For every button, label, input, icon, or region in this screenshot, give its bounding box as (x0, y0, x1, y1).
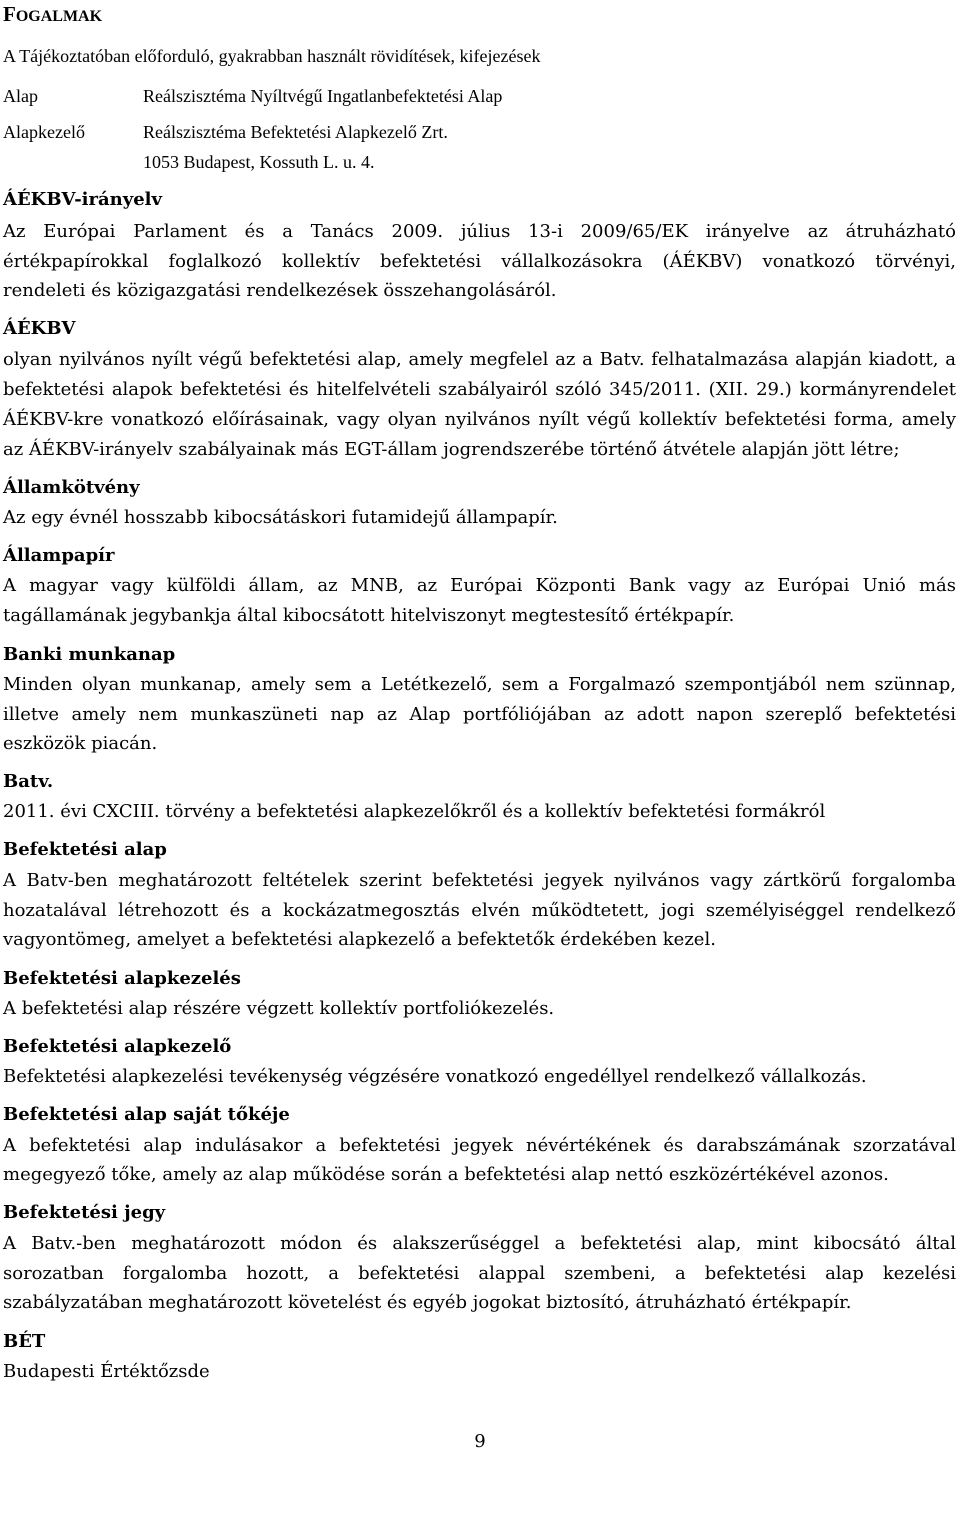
definition-line: 2011. évi CXCIII. törvény a befektetési alapkezelőkről és a kollektív befektetési formákról (3, 801, 826, 822)
abbr-value-alapkezelo-line1: Reálszisztéma Befektetési Alapkezelő Zrt. (143, 122, 448, 142)
definition-line: értékpapírokkal foglalkozó kollektív befektetési vállalkozásokra (ÁÉKBV) vonatkozó törvényi, (3, 251, 956, 272)
definition-line: olyan nyilvános nyílt végű befektetési alap, amely megfelel az a Batv. felhatalmazása alapján kiadott, a (3, 349, 956, 370)
abbr-term-alapkezelo: Alapkezelő (3, 122, 85, 142)
definition-line: tagállamának jegybankja által kibocsátott hitelviszonyt megtestesítő értékpapír. (3, 605, 735, 626)
definition-line: sorozatban forgalomba hozott, a befektetési alappal szembeni, a befektetési alap kezelési (3, 1263, 956, 1284)
definition-line: eszközök piacán. (3, 733, 158, 754)
definition-line: rendeleti és közigazgatási rendelkezések összehangolásáról. (3, 280, 557, 301)
definition-line: Befektetési alapkezelési tevékenység végzésére vonatkozó engedéllyel rendelkező vállalkozás. (3, 1066, 867, 1087)
term-batv: Batv. (3, 771, 54, 792)
definition-line: vagyontömeg, amelyet a befektetési alapkezelő a befektetők érdekében kezel. (3, 929, 716, 950)
definition-line: befektetési alapok befektetési és hitelfelvételi szabályairól szóló 345/2011. (XII. 29.) kormányrendelet (3, 379, 956, 400)
page-title (3, 2, 102, 29)
definition-line: A Batv-ben meghatározott feltételek szerint befektetési jegyek nyilvános vagy zártkörű forgalomba (3, 870, 956, 891)
definition-line: A magyar vagy külföldi állam, az MNB, az Európai Központi Bank vagy az Európai Unió más (3, 575, 956, 596)
abbr-value-alapkezelo-line2: 1053 Budapest, Kossuth L. u. 4. (143, 152, 375, 172)
term-bet: BÉT (3, 1331, 46, 1352)
definition-line: megegyező tőke, amely az alap működése során a befektetési alap nettó eszközértékével azonos. (3, 1164, 889, 1185)
definition-line: illetve amely nem munkaszüneti nap az Alap portfóliójában az adott napon szereplő befektetési (3, 704, 956, 725)
intro-text: A Tájékoztatóban előforduló, gyakrabban használt rövidítések, kifejezések (3, 46, 541, 66)
definition-line: hozatalával létrehozott és a kockázatmegosztás elvén működtetett, jogi személyiséggel rendelkező (3, 900, 956, 921)
term-befektetesi-alapkezelo: Befektetési alapkezelő (3, 1036, 232, 1057)
definition-line: Az Európai Parlament és a Tanács 2009. július 13-i 2009/65/EK irányelve az átruházható (3, 221, 956, 242)
term-befektetesi-alapkezeles: Befektetési alapkezelés (3, 968, 241, 989)
definition-line: ÁÉKBV-kre vonatkozó előírásainak, vagy olyan nyilvános nyílt végű kollektív befektetési forma, amely (3, 409, 956, 430)
title-rest: OGALMAK (15, 8, 103, 25)
term-befektetesi-jegy: Befektetési jegy (3, 1202, 166, 1223)
definition-line: A befektetési alap részére végzett kollektív portfoliókezelés. (3, 998, 555, 1019)
term-befektetesi-alap-sajat-tokeje: Befektetési alap saját tőkéje (3, 1104, 290, 1125)
page-number: 9 (474, 1431, 486, 1452)
definition-line: Budapesti Értéktőzsde (3, 1361, 210, 1382)
definition-line: az ÁÉKBV-irányelv szabályainak más EGT-állam jogrendszerébe történő átvétele alapján jött létre; (3, 439, 900, 460)
definition-line: A Batv.-ben meghatározott módon és alakszerűséggel a befektetési alap, mint kibocsátó által (3, 1233, 956, 1254)
term-aekbv: ÁÉKBV (3, 318, 76, 339)
term-aekbv-iranyelv: ÁÉKBV-irányelv (3, 189, 162, 210)
term-befektetesi-alap: Befektetési alap (3, 839, 167, 860)
definition-line: A befektetési alap indulásakor a befektetési jegyek névértékének és darabszámának szorzatával (3, 1135, 956, 1156)
title-initial: F (3, 2, 16, 26)
abbr-value-alap: Reálszisztéma Nyíltvégű Ingatlanbefektetési Alap (143, 86, 503, 106)
abbr-term-alap: Alap (3, 86, 38, 106)
term-banki-munkanap: Banki munkanap (3, 644, 176, 665)
definition-line: Minden olyan munkanap, amely sem a Letétkezelő, sem a Forgalmazó szempontjából nem szünnap, (3, 674, 956, 695)
definition-line: Az egy évnél hosszabb kibocsátáskori futamidejű állampapír. (3, 507, 558, 528)
term-allamkotveny: Államkötvény (3, 477, 140, 498)
definition-line: szabályzatában meghatározott követelést és egyéb jogokat biztosító, átruházható értékpapír. (3, 1292, 852, 1313)
term-allampapir: Állampapír (3, 545, 115, 566)
